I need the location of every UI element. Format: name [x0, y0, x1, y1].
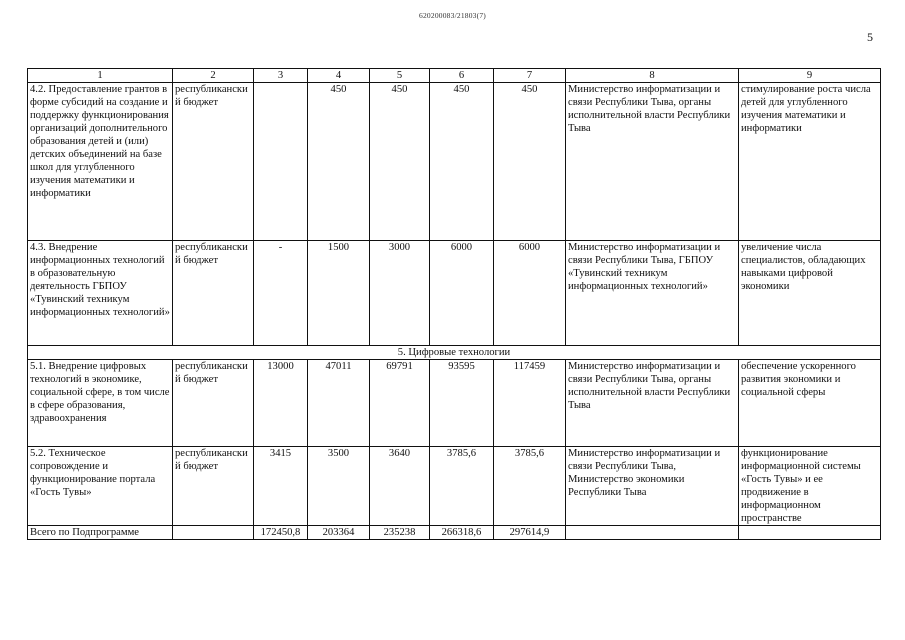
table-row: [28, 241, 881, 346]
result-cell: функционирование информационной системы «Гость Тувы» и ее продвижение в информационном пространстве: [739, 447, 881, 526]
amount-cell: 450: [308, 83, 370, 241]
total-row: [28, 526, 881, 540]
result-cell: стимулирование роста числа детей для углубленного изучения математики и информатики: [739, 83, 881, 241]
total-amount-cell: 203364: [308, 526, 370, 540]
amount-cell: [254, 83, 308, 241]
header-cell: 9: [739, 69, 881, 83]
header-cell: 4: [308, 69, 370, 83]
amount-cell: 47011: [308, 360, 370, 447]
amount-cell: 3000: [370, 241, 430, 346]
amount-cell: 3415: [254, 447, 308, 526]
amount-cell: 93595: [430, 360, 494, 447]
amount-cell: 69791: [370, 360, 430, 447]
result-cell: обеспечение ускоренного развития экономики и социальной сферы: [739, 360, 881, 447]
total-empty-cell: [566, 526, 739, 540]
funding-source-cell: республиканский бюджет: [173, 360, 254, 447]
funding-source-cell: республиканский бюджет: [173, 83, 254, 241]
amount-cell: 3500: [308, 447, 370, 526]
responsible-cell: Министерство информатизации и связи Республики Тыва, ГБПОУ «Тувинский техникум информационных технологий»: [566, 241, 739, 346]
header-cell: 2: [173, 69, 254, 83]
section-title: 5. Цифровые технологии: [28, 346, 881, 360]
amount-cell: 6000: [430, 241, 494, 346]
responsible-cell: Министерство информатизации и связи Республики Тыва, органы исполнительной власти Республики Тыва: [566, 83, 739, 241]
amount-cell: 3785,6: [494, 447, 566, 526]
amount-cell: 3640: [370, 447, 430, 526]
total-empty-cell: [173, 526, 254, 540]
amount-cell: 1500: [308, 241, 370, 346]
table-row: [28, 447, 881, 526]
responsible-cell: Министерство информатизации и связи Республики Тыва, Министерство экономики Республики Тыва: [566, 447, 739, 526]
document-id: 620200083/21803(7): [419, 11, 486, 20]
table-row: [28, 83, 881, 241]
measure-name-cell: 4.2. Предоставление грантов в форме субсидий на создание и поддержку функционирования организаций дополнительного образования детей и (или) детских объединений на базе школ для углубленного изучения математики и информатики: [28, 83, 173, 241]
amount-cell: 117459: [494, 360, 566, 447]
header-cell: 8: [566, 69, 739, 83]
measure-name-cell: 5.2. Техническое сопровождение и функционирование портала «Гость Тувы»: [28, 447, 173, 526]
header-cell: 5: [370, 69, 430, 83]
page-number: 5: [867, 30, 873, 44]
amount-cell: 450: [494, 83, 566, 241]
total-amount-cell: 266318,6: [430, 526, 494, 540]
total-amount-cell: 235238: [370, 526, 430, 540]
header-cell: 1: [28, 69, 173, 83]
table-row: [28, 360, 881, 447]
funding-source-cell: республиканский бюджет: [173, 241, 254, 346]
total-amount-cell: 297614,9: [494, 526, 566, 540]
header-cell: 6: [430, 69, 494, 83]
subprogram-table: [27, 68, 881, 540]
total-amount-cell: 172450,8: [254, 526, 308, 540]
table-header-row: [28, 69, 881, 83]
amount-cell: 6000: [494, 241, 566, 346]
responsible-cell: Министерство информатизации и связи Республики Тыва, органы исполнительной власти Республики Тыва: [566, 360, 739, 447]
section-row: [28, 346, 881, 360]
amount-cell: -: [254, 241, 308, 346]
measure-name-cell: 5.1. Внедрение цифровых технологий в экономике, социальной сфере, в том числе в сфере образования, здравоохранения: [28, 360, 173, 447]
measure-name-cell: 4.3. Внедрение информационных технологий в образовательную деятельность ГБПОУ «Тувинский техникум информационных технологий»: [28, 241, 173, 346]
amount-cell: 450: [430, 83, 494, 241]
amount-cell: 13000: [254, 360, 308, 447]
amount-cell: 3785,6: [430, 447, 494, 526]
amount-cell: 450: [370, 83, 430, 241]
result-cell: увеличение числа специалистов, обладающих навыками цифровой экономики: [739, 241, 881, 346]
total-empty-cell: [739, 526, 881, 540]
header-cell: 7: [494, 69, 566, 83]
total-label: Всего по Подпрограмме: [28, 526, 173, 540]
header-cell: 3: [254, 69, 308, 83]
funding-source-cell: республиканский бюджет: [173, 447, 254, 526]
